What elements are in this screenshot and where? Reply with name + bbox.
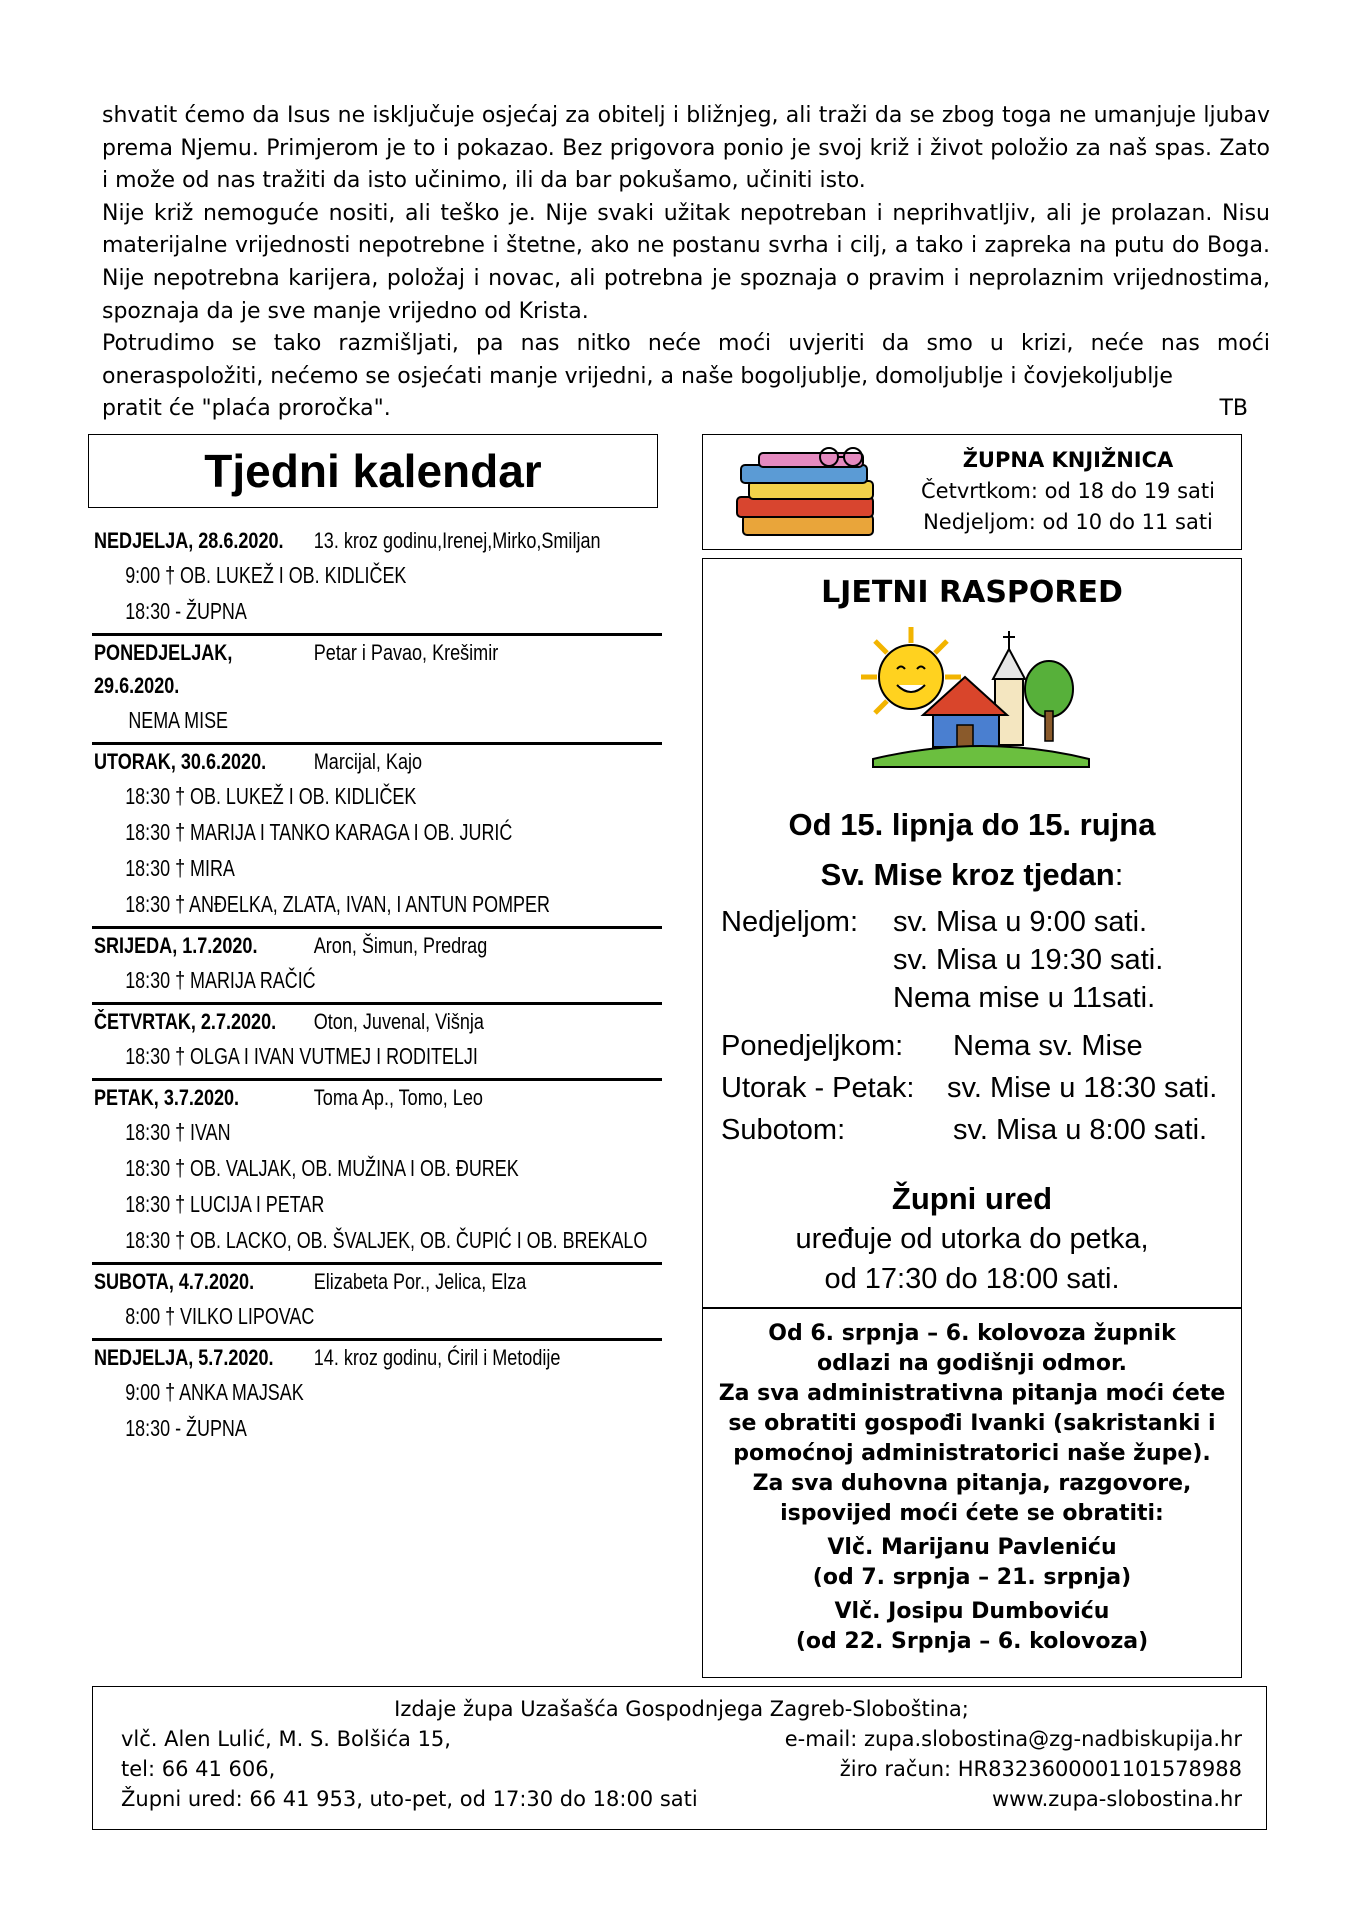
footer-publisher: Izdaje župa Uzašašća Gospodnjega Zagreb-Sloboština; (394, 1697, 969, 1721)
schedule-subtitle-colon: : (1114, 857, 1124, 892)
footer-publisher-row (121, 1697, 1242, 1721)
note-line: Vlč. Marijanu Pavleniću (827, 1535, 1117, 1560)
mass-item: 18:30 † OLGA I IVAN VUTMEJ I RODITELJI (125, 1043, 478, 1069)
note-line: se obratiti gospođi Ivanki (sakristanki i (728, 1411, 1216, 1436)
intro-paragraph-3: Potrudimo se tako razmišljati, pa nas nitko neće moći uvjeriti da smo u krizi, neće nas moći oneraspoložiti, nećemo se osjećati manje vrijedni, a naše bogoljublje, domoljublje i čovjekoljublje (102, 331, 1270, 389)
note-line: (od 22. Srpnja – 6. kolovoza) (795, 1629, 1149, 1654)
mass-item: 18:30 † MARIJA I TANKO KARAGA I OB. JURIĆ (125, 819, 513, 845)
day-saints: Oton, Juvenal, Višnja (313, 1009, 484, 1034)
calendar-title: Tjedni kalendar (204, 445, 542, 497)
note-line: ispovijed moći ćete se obratiti: (780, 1501, 1164, 1526)
library-line-sunday: Nedjeljom: od 10 do 11 sati (923, 510, 1213, 534)
day-date: PETAK, 3.7.2020. (94, 1085, 240, 1110)
summer-schedule-box (702, 558, 1242, 1308)
intro-text (102, 100, 1270, 426)
mass-item: 9:00 † OB. LUKEŽ I OB. KIDLIČEK (125, 562, 407, 588)
office-line-2: od 17:30 do 18:00 sati. (824, 1263, 1120, 1295)
author-signature: TB (1219, 396, 1248, 422)
calendar-day (92, 745, 662, 929)
mass-time-row (721, 941, 1241, 979)
mass-time-label: Ponedjeljkom: (721, 1030, 904, 1062)
mass-item: 18:30 † OB. VALJAK, OB. MUŽINA I OB. ĐUREK (125, 1155, 519, 1181)
footer-row (121, 1787, 1242, 1811)
calendar-day (92, 929, 662, 1005)
mass-item: 18:30 - ŽUPNA (125, 1415, 247, 1441)
footer-office: Župni ured: 66 41 953, uto-pet, od 17:30 do 18:00 sati (121, 1787, 698, 1811)
footer-row (121, 1727, 1242, 1751)
day-saints: Petar i Pavao, Krešimir (313, 640, 499, 665)
mass-item: 18:30 † IVAN (125, 1119, 231, 1145)
calendar-title-box (88, 434, 658, 508)
mass-time-value: sv. Misa u 8:00 sati. (953, 1114, 1208, 1146)
day-date: NEDJELJA, 28.6.2020. (94, 528, 284, 553)
calendar-day (92, 1341, 662, 1450)
mass-time-value: Nema mise u 11sati. (893, 982, 1156, 1014)
schedule-title: LJETNI RASPORED (821, 575, 1123, 610)
vacation-note-box (702, 1308, 1242, 1678)
mass-item: NEMA MISE (128, 707, 229, 733)
note-line: Za sva duhovna pitanja, razgovore, (752, 1471, 1192, 1496)
intro-closing-line (102, 393, 1270, 426)
mass-item: 18:30 † ANĐELKA, ZLATA, IVAN, I ANTUN POMPER (125, 891, 550, 917)
note-line: Vlč. Josipu Dumboviću (834, 1599, 1110, 1624)
sun-church-icon (853, 619, 1093, 769)
calendar-day (92, 1265, 662, 1341)
day-date: UTORAK, 30.6.2020. (94, 749, 267, 774)
mass-item: 18:30 † LUCIJA I PETAR (125, 1191, 325, 1217)
calendar-day (92, 1081, 662, 1265)
day-date: PONEDJELJAK, 29.6.2020. (94, 640, 233, 698)
note-line: Od 6. srpnja – 6. kolovoza župnik (768, 1321, 1176, 1346)
mass-time-label: Nedjeljom: (721, 906, 858, 938)
intro-paragraph-1: shvatit ćemo da Isus ne isključuje osjećaj za obitelj i bližnjeg, ali traži da se zbog toga ne umanjuje ljubav prema Njemu. Primjerom je to i pokazao. Bez prigovora ponio je svoj križ i život položio za naš spas. Zato i može od nas tražiti da isto učinimo, ili da bar pokušamo, učiniti isto. (102, 103, 1270, 194)
weekly-calendar (92, 524, 662, 1450)
footer-email[interactable]: e-mail: zupa.slobostina@zg-nadbiskupija.hr (784, 1727, 1242, 1751)
footer-address: vlč. Alen Lulić, M. S. Bolšića 15, (121, 1727, 451, 1751)
note-line: Za sva administrativna pitanja moći ćete (718, 1381, 1226, 1406)
day-saints: 13. kroz godinu,Irenej,Mirko,Smiljan (313, 528, 601, 553)
mass-time-row (721, 1027, 1241, 1065)
mass-time-value: sv. Misa u 19:30 sati. (893, 944, 1164, 976)
mass-time-label: Subotom: (721, 1114, 846, 1146)
calendar-day (92, 1005, 662, 1081)
mass-time-row (721, 979, 1241, 1017)
schedule-subtitle-wrap (703, 857, 1241, 893)
mass-item: 18:30 - ŽUPNA (125, 598, 247, 624)
day-date: SUBOTA, 4.7.2020. (94, 1269, 255, 1294)
mass-time-value: sv. Mise u 18:30 sati. (947, 1072, 1218, 1104)
day-saints: Marcijal, Kajo (313, 749, 423, 774)
mass-item: 18:30 † OB. LUKEŽ I OB. KIDLIČEK (125, 783, 417, 809)
library-hours (903, 445, 1233, 538)
day-saints: 14. kroz godinu, Ćiril i Metodije (313, 1345, 561, 1370)
schedule-period: Od 15. lipnja do 15. rujna (788, 807, 1156, 842)
mass-time-row (721, 1069, 1241, 1107)
note-line: (od 7. srpnja – 21. srpnja) (812, 1565, 1132, 1590)
mass-item: 18:30 † MIRA (125, 855, 235, 881)
day-date: SRIJEDA, 1.7.2020. (94, 933, 258, 958)
library-title: ŽUPNA KNJIŽNICA (962, 448, 1174, 472)
note-line: odlazi na godišnji odmor. (816, 1351, 1128, 1376)
footer-row (121, 1757, 1242, 1781)
office-line-1: uređuje od utorka do petka, (795, 1223, 1149, 1255)
office-title: Župni ured (891, 1181, 1053, 1216)
mass-time-row (721, 1111, 1241, 1149)
day-saints: Elizabeta Por., Jelica, Elza (313, 1269, 527, 1294)
day-saints: Aron, Šimun, Predrag (313, 933, 488, 958)
footer-account: žiro račun: HR8323600001101578988 (839, 1757, 1242, 1781)
mass-times (721, 903, 1241, 1149)
library-box (702, 434, 1242, 550)
footer-tel: tel: 66 41 606, (121, 1757, 276, 1781)
mass-time-row (721, 903, 1241, 941)
mass-time-value: sv. Misa u 9:00 sati. (893, 906, 1148, 938)
mass-time-value: Nema sv. Mise (953, 1030, 1143, 1062)
mass-item: 18:30 † OB. LACKO, OB. ŠVALJEK, OB. ČUPIĆ I OB. BREKALO (125, 1227, 648, 1253)
day-date: NEDJELJA, 5.7.2020. (94, 1345, 274, 1370)
schedule-subtitle: Sv. Mise kroz tjedan (820, 857, 1115, 892)
vacation-note (703, 1319, 1241, 1657)
library-line-thursday: Četvrtkom: od 18 do 19 sati (921, 479, 1215, 503)
mass-time-label: Utorak - Petak: (721, 1072, 915, 1104)
calendar-day (92, 636, 662, 745)
day-date: ČETVRTAK, 2.7.2020. (94, 1009, 277, 1034)
footer-website-link[interactable]: www.zupa-slobostina.hr (992, 1787, 1242, 1811)
mass-item: 18:30 † MARIJA RAČIĆ (125, 967, 316, 993)
intro-last-line: pratit će "plaća proročka". (102, 396, 391, 422)
calendar-day (92, 524, 662, 636)
books-icon (729, 445, 899, 541)
day-saints: Toma Ap., Tomo, Leo (313, 1085, 483, 1110)
mass-item: 9:00 † ANKA MAJSAK (125, 1379, 304, 1405)
intro-paragraph-2: Nije križ nemoguće nositi, ali teško je. Nije svaki užitak nepotreban i neprihvatljiv, ali je prolazan. Nisu materijalne vrijednosti nepotrebne i štetne, ako ne postanu svrha i cilj, a tako i zapreka na putu do Boga. Nije nepotrebna karijera, položaj i novac, ali potrebna je spoznaja o pravim i neprolaznim vrijednostima, spoznaja da je sve manje vrijedno od Krista. (102, 200, 1270, 324)
mass-item: 8:00 † VILKO LIPOVAC (125, 1303, 315, 1329)
footer-box (92, 1686, 1267, 1830)
note-line: pomoćnoj administratorici naše župe). (733, 1441, 1211, 1466)
